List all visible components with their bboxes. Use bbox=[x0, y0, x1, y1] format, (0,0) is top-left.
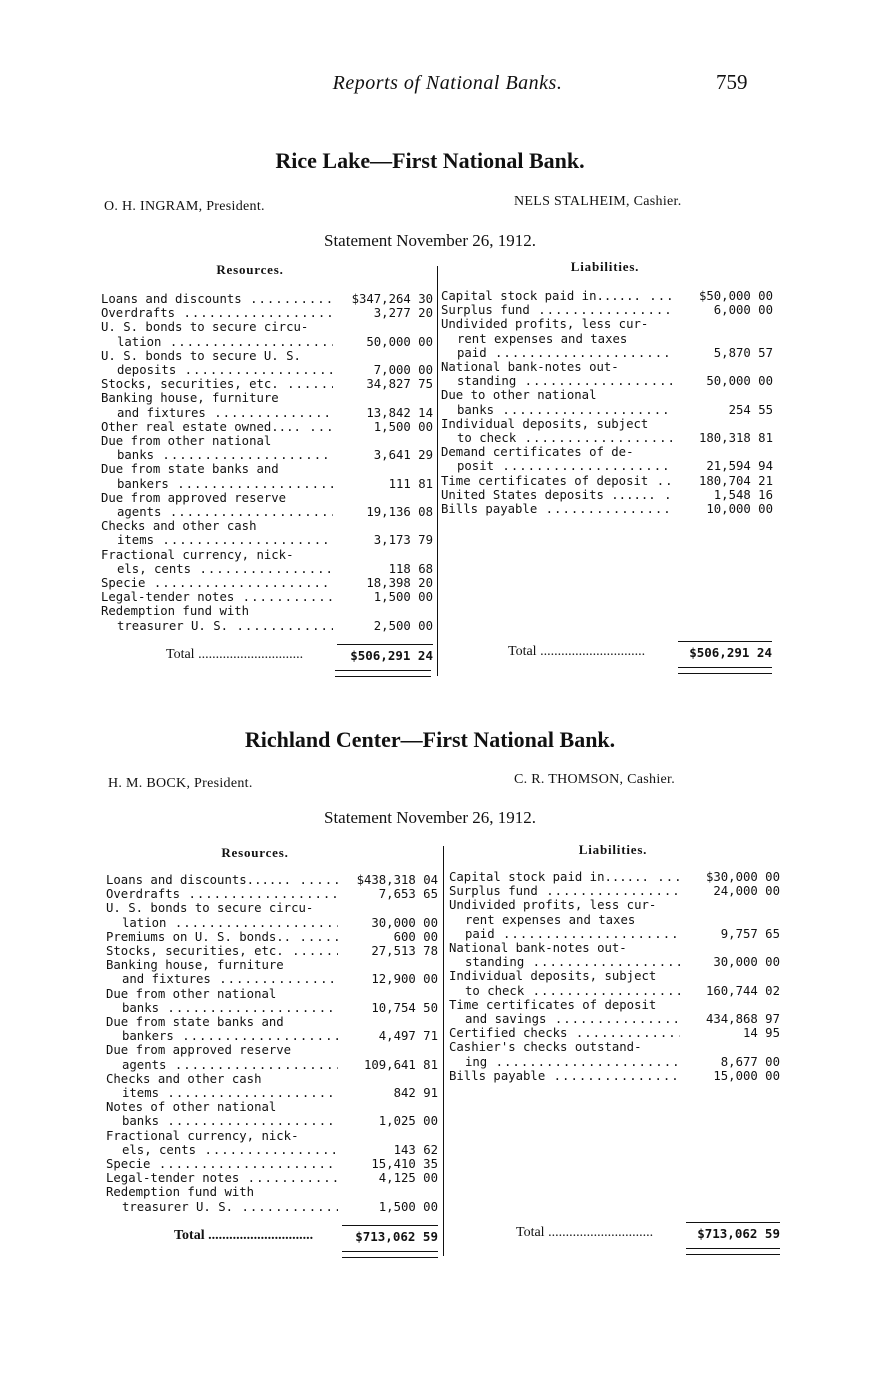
page-number: 759 bbox=[716, 70, 748, 94]
entry-amount: 118 68 bbox=[388, 561, 433, 576]
resource-entry bbox=[101, 519, 433, 547]
entry-amount: 6,000 00 bbox=[713, 303, 773, 318]
resource-entry bbox=[106, 930, 438, 944]
entry-line: and fixtures ..... bbox=[106, 972, 338, 986]
liability-entry bbox=[441, 303, 773, 317]
resource-entry bbox=[101, 462, 433, 490]
entry-line: standing ..... bbox=[441, 374, 673, 388]
entry-line: deposits ..... bbox=[101, 363, 333, 377]
entry-line: Bills payable ..... bbox=[441, 502, 673, 516]
entry-description bbox=[106, 1171, 338, 1185]
resource-entry bbox=[106, 958, 438, 986]
liability-entry bbox=[449, 1026, 780, 1040]
column-divider bbox=[437, 266, 438, 676]
entry-description bbox=[441, 417, 673, 445]
liability-entry bbox=[449, 1069, 780, 1083]
entry-line: treasurer U. S. ..... bbox=[101, 619, 333, 633]
liability-entry bbox=[449, 898, 780, 941]
president-name: H. M. BOCK, President. bbox=[108, 776, 253, 791]
entry-amount: 842 91 bbox=[393, 1086, 438, 1101]
total-amount: $713,062 59 bbox=[686, 1222, 780, 1241]
resource-entry bbox=[101, 548, 433, 576]
entry-description bbox=[101, 306, 333, 320]
entry-line: Undivided profits, less cur- bbox=[441, 317, 649, 332]
entry-description bbox=[449, 998, 680, 1026]
entry-line: Due from approved reserve bbox=[101, 490, 287, 505]
entry-description bbox=[101, 292, 333, 306]
resources-heading: Resources. bbox=[216, 262, 284, 277]
entry-line: Overdrafts ..... bbox=[106, 887, 338, 901]
entry-line: Stocks, securities, etc. ..... bbox=[106, 944, 338, 958]
entry-line: lation ..... bbox=[101, 335, 333, 349]
president-name: O. H. INGRAM, President. bbox=[104, 199, 265, 214]
total-label: Total .............................. bbox=[508, 644, 646, 659]
entry-description bbox=[101, 391, 333, 419]
liabilities-total-row bbox=[516, 1222, 780, 1241]
entry-amount: $50,000 00 bbox=[698, 289, 773, 303]
resource-entry bbox=[101, 576, 433, 590]
entry-line: bankers ..... bbox=[106, 1029, 338, 1043]
total-amount: $713,062 59 bbox=[342, 1225, 438, 1244]
entry-description bbox=[101, 519, 333, 547]
resources-list bbox=[101, 292, 433, 633]
entry-line: Demand certificates of de- bbox=[441, 445, 634, 460]
entry-amount: 4,497 71 bbox=[378, 1029, 438, 1044]
entry-line: items ..... bbox=[101, 533, 333, 547]
resource-entry bbox=[101, 377, 433, 391]
total-label: Total .............................. bbox=[516, 1225, 654, 1240]
liabilities-list bbox=[441, 289, 773, 516]
liabilities-list bbox=[449, 870, 780, 1083]
entry-description bbox=[106, 987, 338, 1015]
entry-description bbox=[441, 360, 673, 388]
entry-amount: 143 62 bbox=[393, 1142, 438, 1157]
entry-description bbox=[101, 491, 333, 519]
entry-amount: 1,548 16 bbox=[713, 487, 773, 502]
liability-entry bbox=[441, 388, 773, 416]
resource-entry bbox=[106, 873, 438, 887]
entry-amount: 13,842 14 bbox=[366, 405, 433, 420]
entry-amount: 4,125 00 bbox=[378, 1171, 438, 1186]
entry-description bbox=[101, 377, 333, 391]
entry-line: banks ..... bbox=[441, 403, 673, 417]
entry-amount: 600 00 bbox=[393, 929, 438, 944]
entry-amount: 10,754 50 bbox=[371, 1000, 438, 1015]
entry-amount: 1,025 00 bbox=[378, 1114, 438, 1129]
resources-total-row bbox=[174, 1225, 438, 1244]
liability-entry bbox=[449, 870, 780, 884]
entry-description bbox=[106, 1129, 338, 1157]
liability-entry bbox=[449, 941, 780, 969]
entry-description bbox=[106, 930, 338, 944]
entry-line: Notes of other national bbox=[106, 1100, 277, 1115]
total-double-rule bbox=[342, 1251, 438, 1258]
entry-description bbox=[106, 1100, 338, 1128]
entry-amount: 12,900 00 bbox=[371, 972, 438, 987]
entry-line: Time certificates of deposit ..... bbox=[441, 474, 673, 488]
liability-entry bbox=[441, 360, 773, 388]
statement-date: Statement November 26, 1912. bbox=[324, 231, 536, 250]
entry-line: Loans and discounts...... ..... bbox=[106, 873, 338, 887]
entry-amount: 9,757 65 bbox=[720, 926, 780, 941]
entry-line: posit ..... bbox=[441, 459, 673, 473]
total-double-rule bbox=[335, 670, 431, 677]
entry-description bbox=[106, 958, 338, 986]
liability-entry bbox=[441, 474, 773, 488]
resource-entry bbox=[106, 1015, 438, 1043]
entry-line: Specie ..... bbox=[101, 576, 333, 590]
entry-amount: 3,277 20 bbox=[373, 306, 433, 321]
liability-entry bbox=[441, 317, 773, 360]
entry-amount: 5,870 57 bbox=[713, 345, 773, 360]
entry-amount: 1,500 00 bbox=[373, 590, 433, 605]
entry-description bbox=[449, 884, 680, 898]
running-title: Reports of National Banks. bbox=[332, 72, 563, 94]
resource-entry bbox=[101, 420, 433, 434]
resource-entry bbox=[101, 320, 433, 348]
liability-entry bbox=[441, 488, 773, 502]
total-amount: $506,291 24 bbox=[678, 641, 772, 660]
resources-total-row bbox=[166, 644, 433, 663]
entry-amount: 180,318 81 bbox=[698, 431, 773, 446]
entry-amount: $30,000 00 bbox=[705, 870, 780, 884]
resource-entry bbox=[101, 349, 433, 377]
entry-amount: 14 95 bbox=[742, 1026, 780, 1041]
total-double-rule bbox=[678, 667, 772, 674]
entry-description bbox=[441, 502, 673, 516]
entry-description bbox=[106, 873, 338, 887]
entry-line: Legal-tender notes ..... bbox=[101, 590, 333, 604]
entry-line: treasurer U. S. ..... bbox=[106, 1200, 338, 1214]
entry-line: Undivided profits, less cur- bbox=[449, 898, 657, 913]
entry-line: agents ..... bbox=[101, 505, 333, 519]
resources-heading: Resources. bbox=[221, 845, 289, 860]
entry-line: Banking house, furniture bbox=[101, 391, 279, 406]
entry-line: Surplus fund ..... bbox=[441, 303, 673, 317]
entry-description bbox=[106, 1157, 338, 1171]
entry-amount: 434,868 97 bbox=[705, 1012, 780, 1027]
entry-description bbox=[101, 604, 333, 632]
entry-description bbox=[101, 320, 333, 348]
entry-amount: 30,000 00 bbox=[371, 915, 438, 930]
entry-line: Due from other national bbox=[101, 434, 272, 449]
entry-description bbox=[101, 420, 333, 434]
entry-amount: 7,653 65 bbox=[378, 887, 438, 902]
entry-line: Certified checks ..... bbox=[449, 1026, 680, 1040]
entry-amount: 34,827 75 bbox=[366, 377, 433, 392]
entry-amount: 7,000 00 bbox=[373, 363, 433, 378]
resource-entry bbox=[101, 604, 433, 632]
entry-line: Individual deposits, subject bbox=[449, 969, 657, 984]
entry-description bbox=[441, 474, 673, 488]
entry-amount: 180,704 21 bbox=[698, 473, 773, 488]
entry-amount: $438,318 04 bbox=[356, 873, 438, 887]
entry-line: National bank-notes out- bbox=[449, 941, 627, 956]
entry-line: Stocks, securities, etc. ..... bbox=[101, 377, 333, 391]
entry-description bbox=[441, 488, 673, 502]
entry-line: banks ..... bbox=[106, 1114, 338, 1128]
liability-entry bbox=[449, 969, 780, 997]
entry-amount: 1,500 00 bbox=[378, 1199, 438, 1214]
entry-line: National bank-notes out- bbox=[441, 360, 619, 375]
entry-line: standing ..... bbox=[449, 955, 680, 969]
resource-entry bbox=[106, 1129, 438, 1157]
entry-line: rent expenses and taxes bbox=[457, 331, 628, 346]
resource-entry bbox=[106, 901, 438, 929]
entry-line: Redemption fund with bbox=[101, 604, 250, 619]
entry-line: Premiums on U. S. bonds.. ..... bbox=[106, 930, 338, 944]
entry-description bbox=[449, 898, 680, 941]
entry-line: Checks and other cash bbox=[106, 1071, 262, 1086]
entry-description bbox=[449, 870, 680, 884]
entry-line: Bills payable ..... bbox=[449, 1069, 680, 1083]
liability-entry bbox=[441, 289, 773, 303]
entry-line: and fixtures ..... bbox=[101, 406, 333, 420]
entry-line: and savings ..... bbox=[449, 1012, 680, 1026]
entry-line: agents ..... bbox=[106, 1058, 338, 1072]
resource-entry bbox=[101, 306, 433, 320]
entry-line: U. S. bonds to secure circu- bbox=[106, 901, 314, 916]
entry-description bbox=[106, 901, 338, 929]
resource-entry bbox=[106, 1043, 438, 1071]
entry-line: banks ..... bbox=[101, 448, 333, 462]
entry-description bbox=[449, 1069, 680, 1083]
entry-amount: 8,677 00 bbox=[720, 1054, 780, 1069]
resource-entry bbox=[101, 391, 433, 419]
liability-entry bbox=[441, 445, 773, 473]
entry-line: paid ..... bbox=[449, 927, 680, 941]
entry-amount: 50,000 00 bbox=[706, 374, 773, 389]
entry-line: Due from other national bbox=[106, 986, 277, 1001]
resource-entry bbox=[106, 1185, 438, 1213]
entry-description bbox=[101, 548, 333, 576]
entry-description bbox=[441, 445, 673, 473]
entry-line: Due to other national bbox=[441, 388, 597, 403]
liabilities-total-row bbox=[508, 641, 772, 660]
entry-line: Capital stock paid in...... ..... bbox=[449, 870, 680, 884]
entry-amount: 50,000 00 bbox=[366, 334, 433, 349]
entry-amount: 2,500 00 bbox=[373, 618, 433, 633]
liabilities-heading: Liabilities. bbox=[570, 259, 640, 274]
entry-line: Specie ..... bbox=[106, 1157, 338, 1171]
entry-description bbox=[449, 969, 680, 997]
entry-description bbox=[101, 576, 333, 590]
entry-line: Checks and other cash bbox=[101, 519, 257, 534]
entry-description bbox=[441, 388, 673, 416]
entry-line: ing ..... bbox=[449, 1055, 680, 1069]
entry-line: Due from state banks and bbox=[106, 1015, 284, 1030]
entry-line: Banking house, furniture bbox=[106, 958, 284, 973]
entry-description bbox=[101, 349, 333, 377]
resource-entry bbox=[106, 1171, 438, 1185]
entry-amount: 15,410 35 bbox=[371, 1157, 438, 1172]
total-double-rule bbox=[686, 1248, 780, 1255]
total-label: Total .............................. bbox=[174, 1228, 314, 1243]
entry-description bbox=[441, 289, 673, 303]
entry-amount: 30,000 00 bbox=[713, 955, 780, 970]
entry-description bbox=[101, 590, 333, 604]
resource-entry bbox=[106, 1157, 438, 1171]
entry-line: U. S. bonds to secure circu- bbox=[101, 320, 309, 335]
total-label: Total .............................. bbox=[166, 647, 304, 662]
entry-line: Cashier's checks outstand- bbox=[449, 1040, 642, 1055]
entry-line: paid ..... bbox=[441, 346, 673, 360]
total-amount: $506,291 24 bbox=[337, 644, 433, 663]
entry-line: Time certificates of deposit bbox=[449, 997, 657, 1012]
entry-amount: 109,641 81 bbox=[363, 1057, 438, 1072]
entry-description bbox=[106, 1015, 338, 1043]
entry-amount: 160,744 02 bbox=[705, 983, 780, 998]
entry-line: Redemption fund with bbox=[106, 1185, 255, 1200]
resource-entry bbox=[101, 491, 433, 519]
entry-amount: 3,173 79 bbox=[373, 533, 433, 548]
entry-line: Surplus fund ..... bbox=[449, 884, 680, 898]
entry-description bbox=[441, 303, 673, 317]
entry-line: Fractional currency, nick- bbox=[101, 547, 294, 562]
entry-amount: 27,513 78 bbox=[371, 944, 438, 959]
entry-line: Due from state banks and bbox=[101, 462, 279, 477]
entry-line: els, cents ..... bbox=[101, 562, 333, 576]
entry-line: United States deposits ...... ..... bbox=[441, 488, 673, 502]
entry-amount: 111 81 bbox=[388, 476, 433, 491]
liability-entry bbox=[441, 417, 773, 445]
entry-amount: 254 55 bbox=[728, 402, 773, 417]
entry-line: Loans and discounts ..... bbox=[101, 292, 333, 306]
entry-description bbox=[449, 941, 680, 969]
entry-line: rent expenses and taxes bbox=[465, 912, 636, 927]
entry-amount: 10,000 00 bbox=[706, 502, 773, 517]
entry-line: els, cents ..... bbox=[106, 1143, 338, 1157]
entry-amount: 18,398 20 bbox=[366, 576, 433, 591]
resource-entry bbox=[101, 434, 433, 462]
entry-amount: 15,000 00 bbox=[713, 1068, 780, 1083]
resource-entry bbox=[106, 1072, 438, 1100]
resources-list bbox=[106, 873, 438, 1214]
entry-description bbox=[101, 462, 333, 490]
entry-amount: $347,264 30 bbox=[351, 292, 433, 306]
entry-description bbox=[106, 1072, 338, 1100]
entry-line: Fractional currency, nick- bbox=[106, 1128, 299, 1143]
entry-line: U. S. bonds to secure U. S. bbox=[101, 348, 301, 363]
statement-date: Statement November 26, 1912. bbox=[324, 808, 536, 827]
entry-line: to check ..... bbox=[441, 431, 673, 445]
resource-entry bbox=[106, 944, 438, 958]
column-divider bbox=[443, 846, 444, 1256]
entry-amount: 19,136 08 bbox=[366, 505, 433, 520]
liability-entry bbox=[449, 884, 780, 898]
bank-title: Richland Center—First National Bank. bbox=[244, 727, 616, 752]
cashier-name: NELS STALHEIM, Cashier. bbox=[514, 194, 682, 209]
entry-description bbox=[106, 944, 338, 958]
entry-line: Overdrafts ..... bbox=[101, 306, 333, 320]
resource-entry bbox=[101, 292, 433, 306]
entry-description bbox=[449, 1026, 680, 1040]
resource-entry bbox=[101, 590, 433, 604]
liability-entry bbox=[449, 998, 780, 1026]
liability-entry bbox=[441, 502, 773, 516]
entry-line: Other real estate owned.... ..... bbox=[101, 420, 333, 434]
entry-amount: 24,000 00 bbox=[713, 884, 780, 899]
entry-line: lation ..... bbox=[106, 916, 338, 930]
liability-entry bbox=[449, 1040, 780, 1068]
bank-title: Rice Lake—First National Bank. bbox=[275, 148, 585, 173]
entry-amount: 1,500 00 bbox=[373, 419, 433, 434]
liabilities-heading: Liabilities. bbox=[578, 842, 648, 857]
entry-line: bankers ..... bbox=[101, 477, 333, 491]
entry-description bbox=[106, 887, 338, 901]
entry-description bbox=[106, 1185, 338, 1213]
entry-amount: 3,641 29 bbox=[373, 448, 433, 463]
entry-description bbox=[101, 434, 333, 462]
entry-line: Due from approved reserve bbox=[106, 1043, 292, 1058]
entry-line: to check ..... bbox=[449, 984, 680, 998]
resource-entry bbox=[106, 887, 438, 901]
entry-line: items ..... bbox=[106, 1086, 338, 1100]
entry-description bbox=[449, 1040, 680, 1068]
entry-amount: 21,594 94 bbox=[706, 459, 773, 474]
resource-entry bbox=[106, 1100, 438, 1128]
entry-line: Individual deposits, subject bbox=[441, 416, 649, 431]
entry-line: Capital stock paid in...... ..... bbox=[441, 289, 673, 303]
resource-entry bbox=[106, 987, 438, 1015]
entry-description bbox=[441, 317, 673, 360]
cashier-name: C. R. THOMSON, Cashier. bbox=[514, 772, 676, 787]
entry-line: banks ..... bbox=[106, 1001, 338, 1015]
entry-description bbox=[106, 1043, 338, 1071]
entry-line: Legal-tender notes ..... bbox=[106, 1171, 338, 1185]
